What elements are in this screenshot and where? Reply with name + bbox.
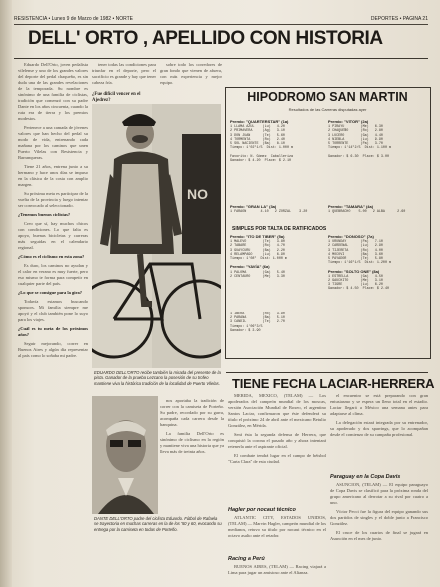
photo-divider — [160, 396, 222, 398]
race-title-6: Premio: "YAVÍA" (6a) — [230, 264, 270, 270]
headline-rule — [14, 58, 428, 59]
race-block-7: 1 IBERA (Ro) 3.90 2 PARANA (Ba) 5.10 3 CANDIL (Te) 2.70 Tiempo: 1'06"3/5 Ganador: $ 3.90 — [230, 312, 285, 333]
laciar-column-racing: BUENOS AIRES, (TELAM) — Racing viajará a Lima para jugar un amistoso ante el Alianza. — [228, 564, 326, 575]
article-column-lower: nos aportaba la tradición de correr con la camiseta de Porteño. Su padre, recordado por su garra, acompaña cada carrera desde la banquina. La familia Dell'Orto es sinónimo de ciclismo en la región y mantiene viva una historia que ya lleva más de treinta años. — [160, 398, 224, 454]
header-left-text: RESISTENCIA • Lunes 9 de Marzo de 1982 • NORTE — [14, 16, 134, 22]
left-subhead-3: ¿Lo que se consigue para la gira? — [18, 290, 83, 295]
hipodromo-subtitle: Resultados de las Carreras disputadas ayer — [288, 107, 367, 112]
father-illustration — [92, 396, 158, 514]
laciar-headline: TIENE FECHA LACIAR-HERRERA — [232, 376, 435, 391]
race-title-7: Premio: "DONOSO" (7a) — [328, 235, 374, 239]
cyclist-photo — [92, 104, 221, 368]
hipodromo-title: HIPODROMO SAN MARTIN — [247, 90, 408, 104]
laciar-column-hagler: ATLANTIC CITY, ESTADOS UNIDOS, (TELAM) — Marvin Hagler, campeón mundial de los medianos, retuvo su título por nocaut técnico en el octavo asalto ante el retador. — [228, 515, 326, 538]
laciar-subhead-davis: Paraguay en la Copa Davis — [330, 474, 401, 480]
race-title-5: Premio: "ITO DE TIBER" (5a) — [230, 235, 285, 239]
race-title-8: Premio: "SOLTO ONE" (8a) — [328, 268, 380, 274]
race-block-2: Premio: "VITOR" (2a) 1 PIRAYU (Me) 6.30 2 CHAQUEÑO (Ro) 2.80 3 LUCERO (Ga) 4.40 4 NIEBLA (Lu) 9.90 5 TORRENTE (Pa) 3.70 Tiempo: 1'14"2/5 Dist: 1.100 m Ganador: $ 6.30 Place: $ 3.00 — [328, 120, 392, 159]
cyclist-illustration — [92, 104, 221, 368]
race-block-3: Premio: "GRAN LA" (3a) 1 FARAON 4.10 2 ZORZAL 3.20 — [230, 205, 308, 215]
page-header-bar — [14, 15, 428, 25]
race-title-4: Premio: "TAMARA" (4a) — [328, 205, 374, 209]
race-block-1: Premio: "QUARTERSTAR" (1a) 1 LLAMA AZUL (Lu) 4.20 2 PRIMAVERA (Ag) 3.10 3 DON JUAN (Te) 5.60 4 TORMENTA (Ro) 2.40 5 SOL NACIENTE (Ba) 8.10 Tiempo: 1'02"1/5 Dist: 1.000 m Favorito: N. Gómez Caballeriza Ganador: $ 4.20 Place: $ 2.10 — [230, 120, 294, 163]
laciar-subhead-racing: Racing a Perú — [228, 556, 265, 562]
left-subhead-2: ¿Cómo es el ciclismo en esta zona? — [18, 254, 85, 259]
laciar-column-right: el encuentro se está preparando con gran entusiasmo y se espera un lleno total en el estadio. Laciar llegará a México una semana antes para adaptarse al clima. La delegación estará integrada por su entrenador, su apoderado y dos sparrings, que lo acompañan desde el comienzo de su campaña profesional. — [330, 393, 428, 437]
race-block-4: Premio: "TAMARA" (4a) 1 QUEBRACHO 5.00 2 ALBA 2.60 — [328, 205, 406, 215]
race-title-2: Premio: "VITOR" (2a) — [328, 120, 369, 124]
article-column-left: Eduardo Dell'Orto, joven pedalista vilelense y uno de los grandes valores del deporte del pedal chaqueño, es sin duda una de las grandes revelaciones de la temporada. Su nombre es sinónimo de una familia de ciclistas, tradición que comenzó con su padre Dante en los años cincuenta, cuando la ruta era de tierra y los premios modestos. Pertenece a una camada de jóvenes valores que han hecho del pedal su modo de vida, entrenando cada mañana por los caminos que unen Puerto Vilelas con Resistencia y Barranqueras. Tiene 21 años, entrena junto a su hermano y hace unos días se impuso en la clásica de la costa con amplio margen. Su próxima meta es participar de la vuelta de la provincia y luego intentar ser convocado al seleccionado. ¿Tenemos buenos ciclistas? Creo que sí, hay muchos chicos con condiciones. Lo que falta es apoyo, buenas bicicletas y carreras más seguidas en el calendario regional. ¿Cómo es el ciclismo en esta zona? Es duro, los caminos no ayudan y el calor en verano es muy fuerte, pero eso mismo te forma para competir en cualquier parte del país. ¿Lo que se consigue para la gira? Todavía estamos buscando sponsors. Mi familia siempre me apoyó y el club también pone lo suyo para los viajes. ¿Cuál es tu meta de los próximos años? Seguir mejorando, correr en Buenos Aires y algún día representar al país como lo soñaba mi padre. — [18, 62, 88, 358]
left-subhead-4: ¿Cuál es tu meta de los próximos años? — [18, 326, 88, 337]
header-right-text: DEPORTES • PAGINA 21 — [370, 16, 428, 22]
race-block-5: Premio: "ITO DE TIBER" (5a) 1 MALEVO (Te) 3.80 2 TABARE (Ro) 4.70 3 GUAYCURU (Ba) 2.20 4 RELAMPAGO (Lu) 6.90 Tiempo: 1'08" Dist: 1.000 m Premio: "YAVÍA" (6a) 1 PALOMA (Ga) 5.40 2 CENTAURO (Me) 3.30 — [230, 235, 287, 279]
race-title-1: Premio: "QUARTERSTAR" (1a) — [230, 120, 289, 124]
race-title-3: Premio: "GRAN LA" (3a) — [230, 205, 277, 209]
article-column-middle: tener todas las condiciones para triunfar en el deporte, pero el sacrificio es grande y hay que tener cabeza fría. — [92, 62, 156, 85]
father-photo — [92, 396, 158, 514]
article-column-third: sobre todo los corredores de gran fondo que vienen de afuera, con más experiencia y mejor equipo. — [160, 62, 222, 85]
svg-text:NO: NO — [187, 186, 208, 202]
race-block-6: Premio: "DONOSO" (7a) 1 URUNDAY (Pa) 7.10 2 CARDENAL (Lu) 2.90 3 TIJERETA (Ro) 4.00 4 MOCOVI (Ba) 3.60 5 PAYADOR (Te) 5.80 Tiempo: 1'16"1/5 Dist: 1.200 m Premio: "SOLTO ONE" (8a) 1 ESTRELLA (Ga) 4.50 2 GAUCHITO (Me) 3.10 3 TIGRE (Lu) 6.20 Ganador: $ 4.50 Place: $ 2.40 — [328, 235, 392, 292]
laciar-top-rule — [226, 372, 428, 373]
hipodromo-section-simples: SIMPLES POR TALTA DE RATIFICADOS — [232, 226, 327, 232]
main-headline: DELL' ORTO , APELLIDO CON HISTORIA — [28, 28, 383, 49]
left-subhead-1: ¿Tenemos buenos ciclistas? — [18, 212, 71, 217]
cyclist-photo-caption: EDUARDO DELL'ORTO recibe también la mirada del presente de la pista. Ganador de la prueba Lezcano la posesión de su trofeo mantiene viva la histórica tradición de la localidad de Puerto Vilelas. — [94, 370, 221, 386]
laciar-subhead-hagler: Hagler por nocaut técnico — [228, 507, 296, 513]
pull-quote-1: ¿Fue difícil vencer en el Ajedrez? — [92, 92, 141, 103]
page-fold-shadow — [0, 0, 12, 587]
father-photo-caption: DANTE DELL'ORTO padre del ciclista Eduardo. Fútbol de Rafaela se trayectoria en muchas carreras en la de los '50 y 60, evocando su entrega por la camiseta en todas de Porteño. — [94, 516, 222, 532]
laciar-column-left: MERIDA, MEXICO, (TELAM) — Los apoderados del campeón mundial de los moscas, versión Asociación Mundial de Boxeo, el argentino Santos Laciar, confirmaron que éste defenderá su título el próximo 24 de abril ante el mexicano Betulio González, en Mérida. Será ésta la segunda defensa de Herrera, que conquistó la corona el pasado año y ahora intentará retenerla ante el aspirante oficial. El combate tendrá lugar en el campo de béisbol "Carta Clara" de esta ciudad. — [228, 393, 326, 464]
laciar-column-davis: ASUNCION, (TELAM) — El equipo paraguayo de Copa Davis se clasificó para la próxima ronda del grupo americano al derrotar a su rival por cuatro a uno. Víctor Pecci fue la figura del equipo ganando sus dos partidos de singles y el doble junto a Francisco González. El cruce de los cuartos de final se jugará en Asunción en el mes de junio. — [330, 482, 428, 541]
